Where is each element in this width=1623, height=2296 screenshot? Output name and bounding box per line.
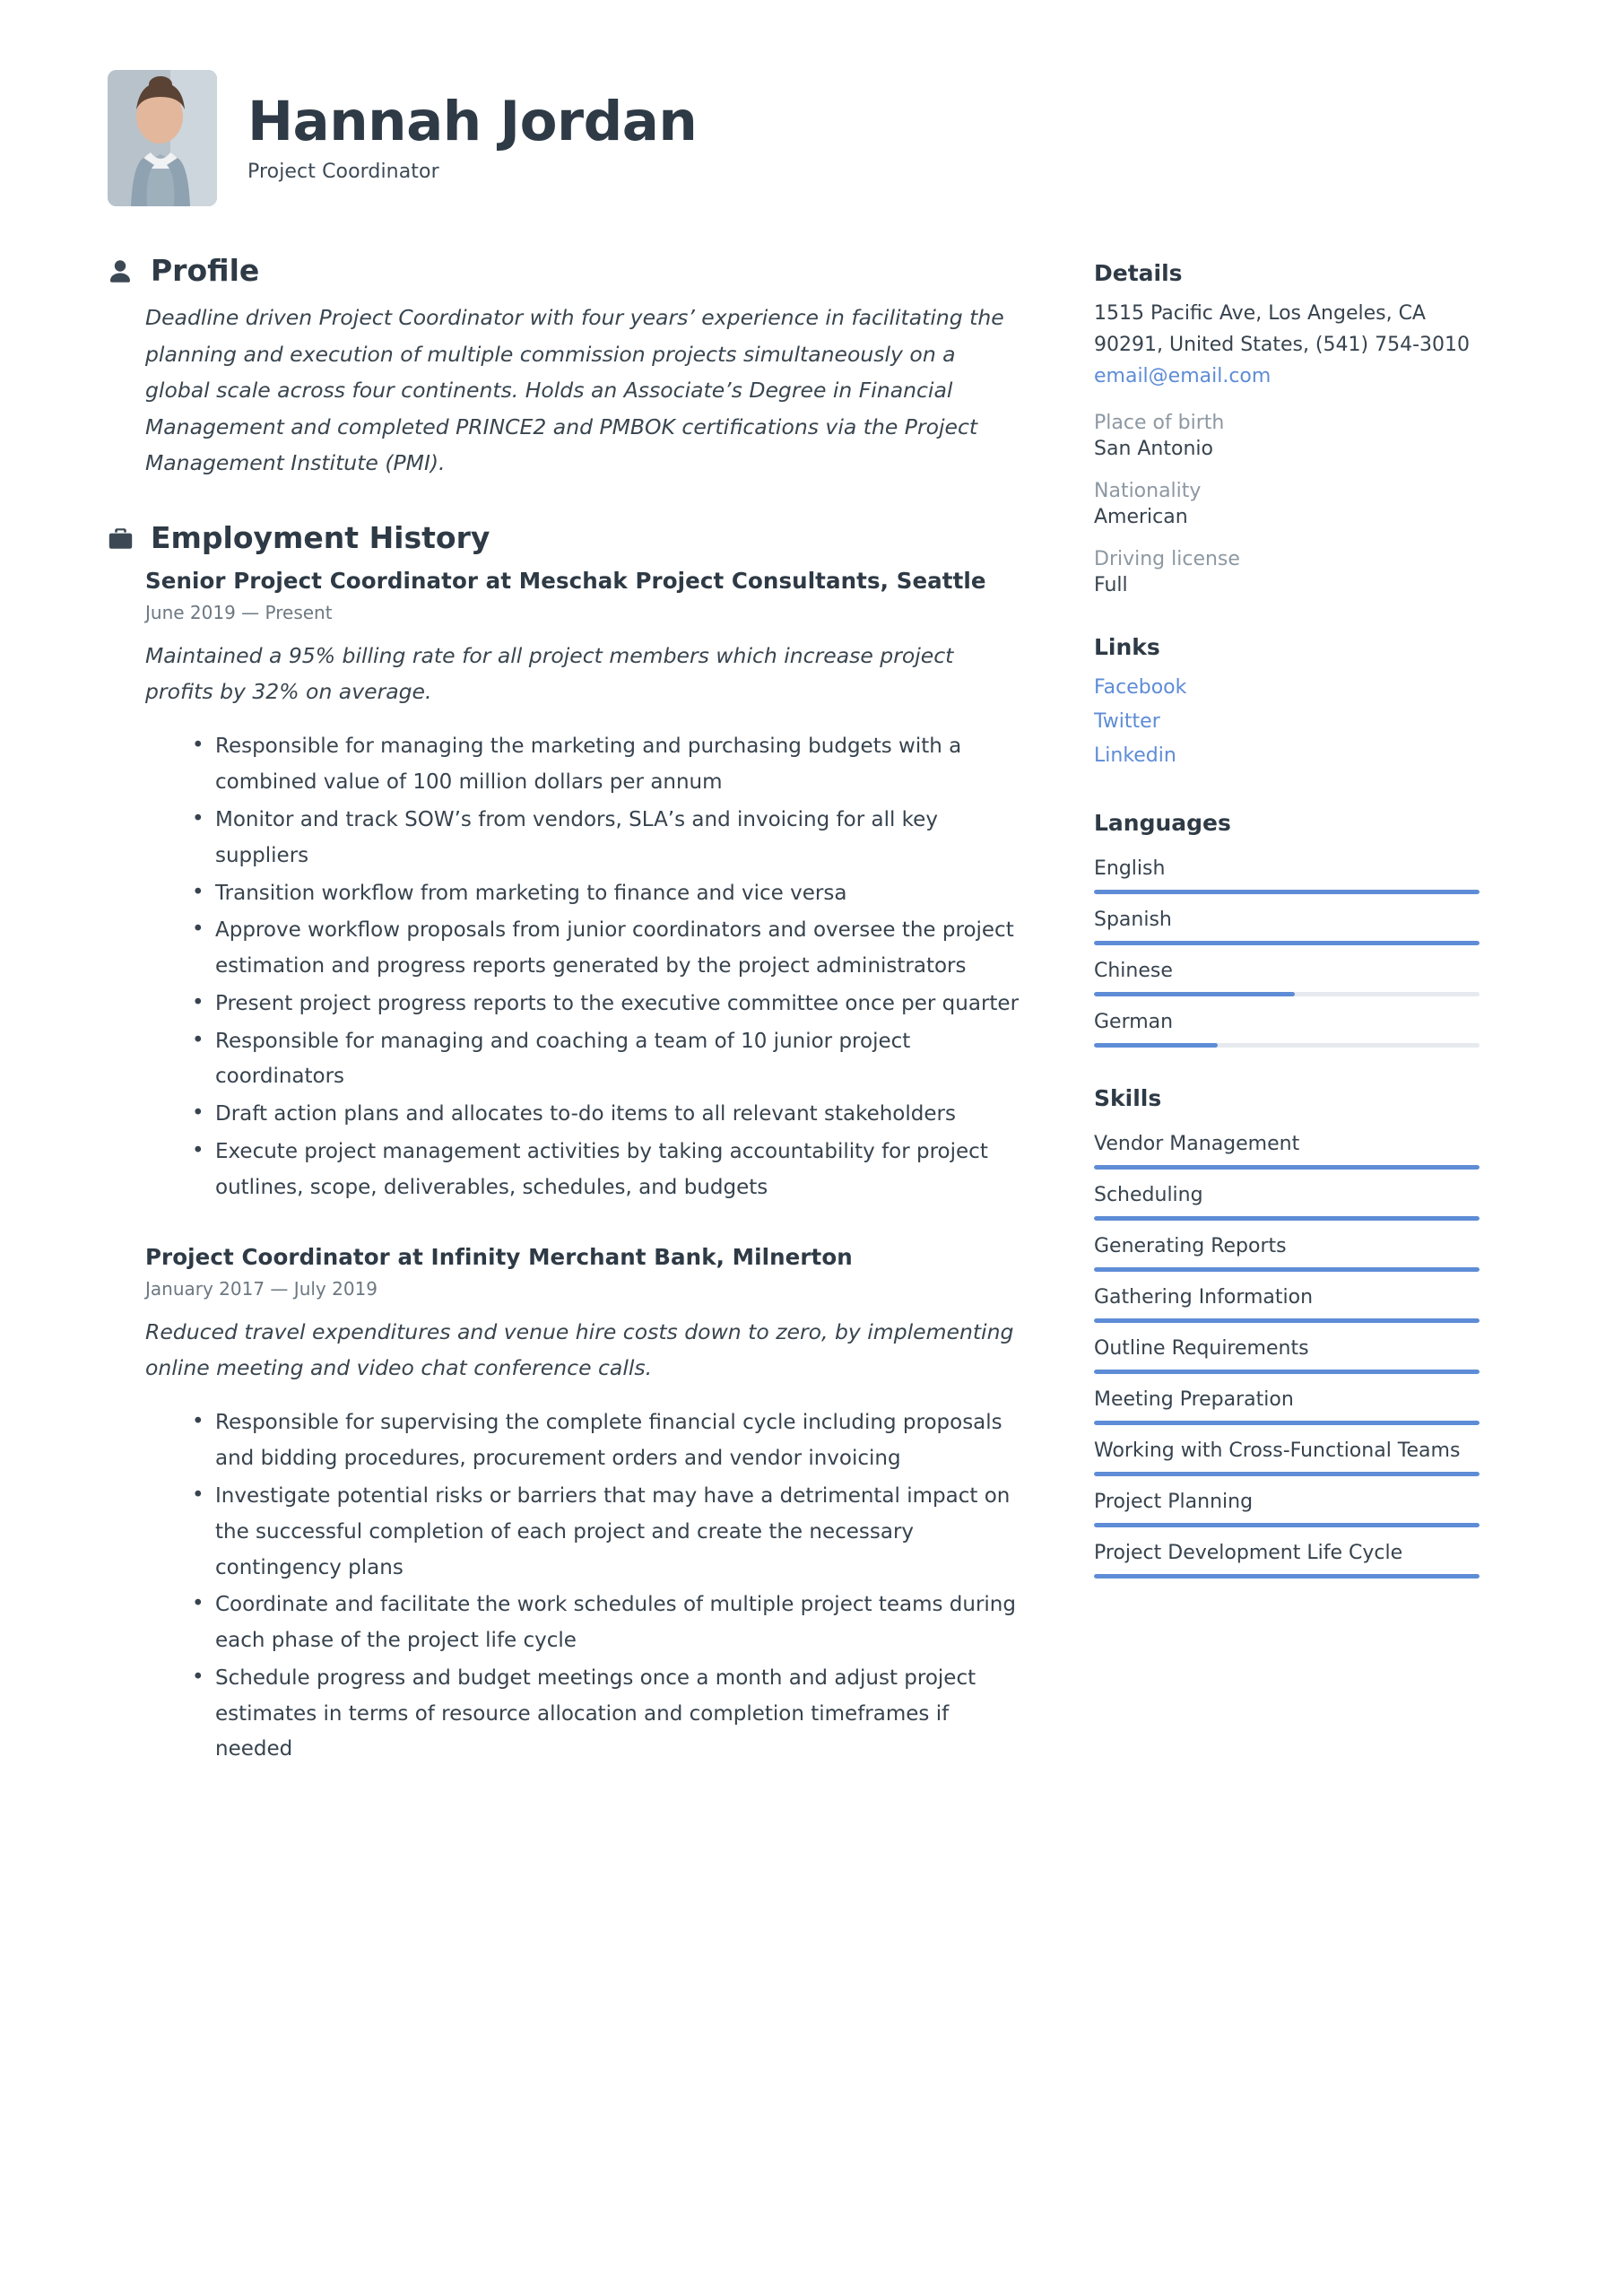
languages-heading: Languages: [1094, 809, 1231, 836]
list-item: • Investigate potential risks or barriers that may have a detrimental impact on the successful completion of each project and create the necessary contingency plans: [192, 1479, 1024, 1586]
skill-label: Meeting Preparation: [1094, 1387, 1294, 1411]
skill-level-fill: [1094, 1216, 1480, 1221]
skill-label: Vendor Management: [1094, 1132, 1300, 1155]
job-entry-title: Project Coordinator at Infinity Merchant Bank, Milnerton: [145, 1243, 853, 1270]
language-level-fill: [1094, 992, 1295, 996]
sidebar: [1094, 255, 1480, 1616]
job-entry-title: Senior Project Coordinator at Meschak Project Consultants, Seattle: [145, 567, 986, 594]
job-title: Project Coordinator: [247, 160, 439, 183]
skill-item: [1094, 1482, 1480, 1527]
skill-level-fill: [1094, 1574, 1480, 1578]
page-title: Hannah Jordan: [247, 90, 698, 154]
list-item: • Schedule progress and budget meetings once a month and adjust project estimates in terms of resource allocation and completion timeframes if needed: [192, 1661, 1024, 1768]
links-block: [1094, 634, 1480, 771]
languages-block: [1094, 810, 1480, 1048]
list-item: • Responsible for managing the marketing and purchasing budgets with a combined value of 100 million dollars per annum: [192, 729, 1024, 801]
skill-label: Outline Requirements: [1094, 1336, 1309, 1360]
skill-label: Scheduling: [1094, 1183, 1203, 1206]
profile-section: [108, 255, 1024, 481]
skills-heading: Skills: [1094, 1084, 1162, 1111]
main-column: [108, 255, 1024, 1770]
profile-text: Deadline driven Project Coordinator with four years’ experience in facilitating the planning and execution of multiple commission projects simultaneously on a global scale across four continents. Holds an Associate’s Degree in Financial Management and completed PRINCE2 and PMBOK certifications via the Project Management Institute (PMI).: [145, 305, 1004, 475]
links-heading: Links: [1094, 634, 1160, 661]
resume-header: [108, 70, 1526, 206]
language-item: [1094, 848, 1480, 894]
skill-label: Generating Reports: [1094, 1234, 1287, 1257]
skill-level-track: [1094, 1216, 1480, 1221]
skill-item: [1094, 1379, 1480, 1425]
briefcase-icon: [108, 525, 133, 552]
language-level-track: [1094, 992, 1480, 996]
language-label: Chinese: [1094, 959, 1173, 982]
content-columns: [108, 255, 1526, 1770]
list-item: • Present project progress reports to the executive committee once per quarter: [192, 987, 1024, 1022]
address-text: 1515 Pacific Ave, Los Angeles, CA 90291, United States, (541) 754-3010: [1094, 302, 1470, 356]
language-level-track: [1094, 890, 1480, 894]
person-icon: [108, 257, 133, 284]
email-link[interactable]: email@email.com: [1094, 364, 1271, 387]
driving-license-label: Driving license: [1094, 548, 1240, 571]
skills-block: [1094, 1085, 1480, 1578]
list-item: • Draft action plans and allocates to-do items to all relevant stakeholders: [192, 1097, 1024, 1133]
place-of-birth-value: San Antonio: [1094, 438, 1213, 461]
skill-level-fill: [1094, 1267, 1480, 1272]
driving-license-value: Full: [1094, 574, 1128, 597]
job-entry-summary: Maintained a 95% billing rate for all project members which increase project profits by 32% on average.: [145, 642, 954, 705]
list-item: • Responsible for supervising the complete financial cycle including proposals and bidding procedures, procurement orders and vendor invoicing: [192, 1405, 1024, 1477]
language-label: English: [1094, 857, 1166, 880]
header-text: [247, 90, 698, 183]
profile-section-head: [108, 255, 1024, 287]
skill-item: [1094, 1533, 1480, 1578]
nationality-label: Nationality: [1094, 480, 1202, 503]
avatar: [108, 70, 217, 206]
place-of-birth-label: Place of birth: [1094, 412, 1225, 435]
skill-level-fill: [1094, 1165, 1480, 1170]
skill-level-track: [1094, 1267, 1480, 1272]
link-twitter[interactable]: Twitter: [1094, 710, 1160, 733]
details-block: [1094, 260, 1480, 596]
list-item: • Coordinate and facilitate the work schedules of multiple project teams during each phase of the project life cycle: [192, 1587, 1024, 1659]
language-level-track: [1094, 941, 1480, 945]
skill-level-track: [1094, 1165, 1480, 1170]
skill-label: Gathering Information: [1094, 1285, 1314, 1309]
employment-section-head: [108, 522, 1024, 554]
language-level-fill: [1094, 941, 1480, 945]
details-heading: Details: [1094, 260, 1183, 286]
list-item: • Execute project management activities by taking accountability for project outlines, scope, deliverables, schedules, and budgets: [192, 1135, 1024, 1206]
skill-level-fill: [1094, 1421, 1480, 1425]
job-entry: [145, 1244, 1024, 1769]
job-entry-bullets: [145, 1405, 1024, 1768]
skill-level-track: [1094, 1370, 1480, 1374]
nationality-value: American: [1094, 506, 1188, 529]
skill-level-fill: [1094, 1523, 1480, 1527]
link-linkedin[interactable]: Linkedin: [1094, 744, 1176, 767]
skill-level-fill: [1094, 1318, 1480, 1323]
language-label: German: [1094, 1010, 1174, 1033]
employment-heading: Employment History: [151, 520, 490, 556]
list-item: • Approve workflow proposals from junior coordinators and oversee the project estimation and progress reports generated by the project administrators: [192, 913, 1024, 985]
profile-heading: Profile: [151, 253, 260, 288]
skill-item: [1094, 1328, 1480, 1374]
skill-item: [1094, 1277, 1480, 1323]
job-entry-dates: June 2019 — Present: [145, 601, 333, 623]
job-entry-dates: January 2017 — July 2019: [145, 1277, 378, 1300]
list-item: • Responsible for managing and coaching a team of 10 junior project coordinators: [192, 1024, 1024, 1096]
language-label: Spanish: [1094, 908, 1172, 931]
skill-level-track: [1094, 1318, 1480, 1323]
skill-level-track: [1094, 1421, 1480, 1425]
list-item: • Monitor and track SOW’s from vendors, SLA’s and invoicing for all key suppliers: [192, 803, 1024, 874]
language-level-fill: [1094, 890, 1480, 894]
skill-label: Project Development Life Cycle: [1094, 1541, 1403, 1564]
skill-item: [1094, 1226, 1480, 1272]
skill-item: [1094, 1175, 1480, 1221]
link-facebook[interactable]: Facebook: [1094, 676, 1187, 700]
job-entry: [145, 568, 1024, 1206]
job-entry-bullets: [145, 729, 1024, 1205]
skill-level-track: [1094, 1472, 1480, 1476]
job-entry-summary: Reduced travel expenditures and venue hire costs down to zero, by implementing online meeting and video chat conference calls.: [145, 1318, 1014, 1380]
language-level-track: [1094, 1043, 1480, 1048]
skill-label: Project Planning: [1094, 1490, 1254, 1513]
skill-label: Working with Cross-Functional Teams: [1094, 1439, 1461, 1462]
language-item: [1094, 1002, 1480, 1048]
skill-level-fill: [1094, 1370, 1480, 1374]
skill-item: [1094, 1124, 1480, 1170]
language-item: [1094, 900, 1480, 945]
skill-level-track: [1094, 1574, 1480, 1578]
skill-item: [1094, 1431, 1480, 1476]
skill-level-fill: [1094, 1472, 1480, 1476]
language-item: [1094, 951, 1480, 996]
skill-level-track: [1094, 1523, 1480, 1527]
list-item: • Transition workflow from marketing to finance and vice versa: [192, 876, 1024, 912]
language-level-fill: [1094, 1043, 1218, 1048]
employment-section: [108, 522, 1024, 1768]
